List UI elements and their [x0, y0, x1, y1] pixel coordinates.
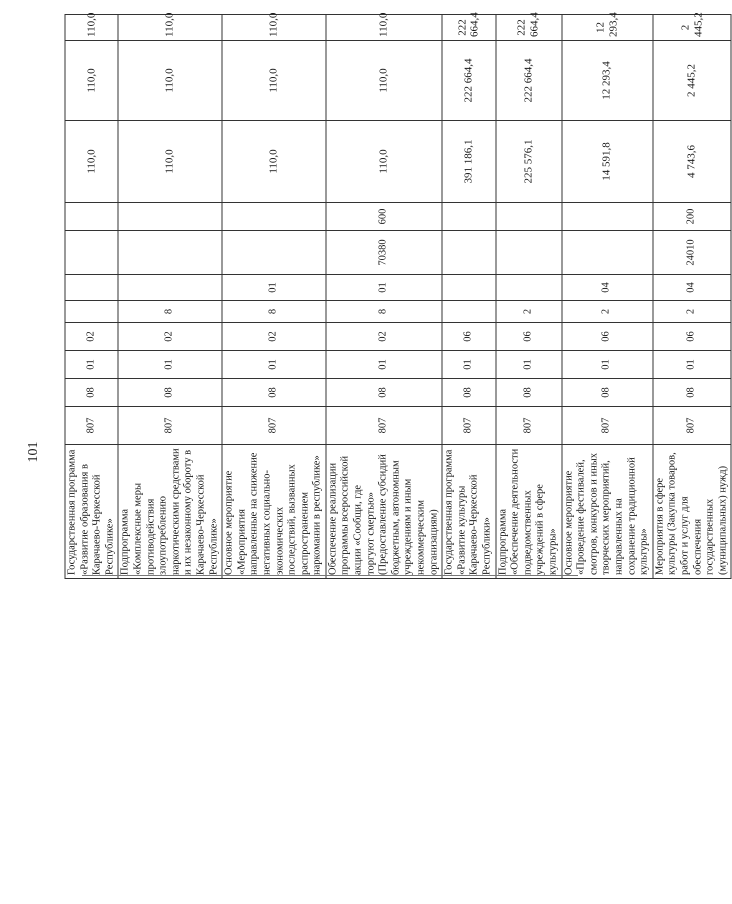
direction-code: [442, 231, 495, 275]
section-code: 08: [496, 379, 562, 407]
program-code: 06: [496, 323, 562, 351]
amount-2021: 12 293,4: [562, 15, 653, 41]
admin-code: 807: [326, 407, 442, 445]
program-code: 06: [442, 323, 495, 351]
amount-2021: 2 445,2: [653, 15, 732, 41]
admin-code: 807: [65, 407, 118, 445]
budget-table: [65, 14, 732, 579]
program-code: 02: [222, 323, 326, 351]
table-bottom-line: [82, 575, 578, 576]
amount-2019: 225 576,1: [496, 121, 562, 203]
program-code: 02: [65, 323, 118, 351]
direction-code: 70380: [326, 231, 442, 275]
direction-code: 24010: [653, 231, 732, 275]
section-code: 08: [442, 379, 495, 407]
subsection-code: 01: [496, 351, 562, 379]
amount-2021: 110,0: [65, 15, 118, 41]
amount-2019: 110,0: [222, 121, 326, 203]
row-name: Государственная программа «Развитие культуры Карачаево-Черкесской Республики»: [442, 445, 495, 579]
subsection-code: 01: [118, 351, 222, 379]
admin-code: 807: [442, 407, 495, 445]
amount-2020: 222 664,4: [496, 41, 562, 121]
direction-code: [496, 231, 562, 275]
program-code: 06: [562, 323, 653, 351]
row-name: Государственная программа «Развитие образования в Карачаево-Черкесской Республике»: [65, 445, 118, 579]
amount-2021: 110,0: [222, 15, 326, 41]
section-code: 08: [326, 379, 442, 407]
amount-2021: 110,0: [118, 15, 222, 41]
subprogram-code: [65, 301, 118, 323]
event-code: [442, 275, 495, 301]
admin-code: 807: [118, 407, 222, 445]
amount-2019: 110,0: [326, 121, 442, 203]
budget-table-rotated: [65, 12, 729, 579]
amount-2020: 2 445,2: [653, 41, 732, 121]
subprogram-code: 2: [496, 301, 562, 323]
expense-group: [118, 203, 222, 231]
table-row: [222, 15, 326, 579]
program-code: 02: [326, 323, 442, 351]
subsection-code: 01: [326, 351, 442, 379]
event-code: [65, 275, 118, 301]
direction-code: [562, 231, 653, 275]
amount-2019: 110,0: [118, 121, 222, 203]
table-row: [653, 15, 732, 579]
amount-2019: 391 186,1: [442, 121, 495, 203]
subprogram-code: 8: [118, 301, 222, 323]
row-name: Подпрограмма «Обеспечение деятельности подведомственных учреждений в сфере культуры»: [496, 445, 562, 579]
amount-2020: 110,0: [65, 41, 118, 121]
event-code: 04: [653, 275, 732, 301]
amount-2021: 110,0: [326, 15, 442, 41]
section-code: 08: [118, 379, 222, 407]
subprogram-code: [442, 301, 495, 323]
amount-2020: 222 664,4: [442, 41, 495, 121]
program-code: 02: [118, 323, 222, 351]
event-code: 01: [222, 275, 326, 301]
amount-2020: 110,0: [326, 41, 442, 121]
direction-code: [65, 231, 118, 275]
subsection-code: 01: [653, 351, 732, 379]
amount-2020: 110,0: [222, 41, 326, 121]
admin-code: 807: [496, 407, 562, 445]
amount-2020: 110,0: [118, 41, 222, 121]
amount-2019: 4 743,6: [653, 121, 732, 203]
row-name: Подпрограмма «Комплексные меры противодействия злоупотреблению наркотическими средствами и их незаконному обороту в Карачаево-Черкесской Республике»: [118, 445, 222, 579]
event-code: 01: [326, 275, 442, 301]
table-row: [496, 15, 562, 579]
event-code: 04: [562, 275, 653, 301]
expense-group: [222, 203, 326, 231]
row-name: Мероприятия в сфере культуры (Закупка товаров, работ и услуг для обеспечения государственных (муниципальных) нужд): [653, 445, 732, 579]
amount-2021: 222 664,4: [496, 15, 562, 41]
subprogram-code: 8: [222, 301, 326, 323]
subsection-code: 01: [562, 351, 653, 379]
table-row: [562, 15, 653, 579]
section-code: 08: [562, 379, 653, 407]
expense-group: [562, 203, 653, 231]
expense-group: [496, 203, 562, 231]
table-row: [442, 15, 495, 579]
subprogram-code: 2: [653, 301, 732, 323]
amount-2019: 110,0: [65, 121, 118, 203]
section-code: 08: [222, 379, 326, 407]
row-name: Обеспечение реализации программы всероссийской акции «Сообщи, где торгуют смертью» (Предоставление субсидий бюджетным, автономным учреждениям и иным некоммерческим организациям): [326, 445, 442, 579]
direction-code: [118, 231, 222, 275]
expense-group: 200: [653, 203, 732, 231]
direction-code: [222, 231, 326, 275]
table-row: [65, 15, 118, 579]
amount-2021: 222 664,4: [442, 15, 495, 41]
event-code: [496, 275, 562, 301]
amount-2020: 12 293,4: [562, 41, 653, 121]
subprogram-code: 2: [562, 301, 653, 323]
subprogram-code: 8: [326, 301, 442, 323]
event-code: [118, 275, 222, 301]
table-row: [118, 15, 222, 579]
table-row: [326, 15, 442, 579]
admin-code: 807: [562, 407, 653, 445]
section-code: 08: [653, 379, 732, 407]
expense-group: 600: [326, 203, 442, 231]
expense-group: [65, 203, 118, 231]
subsection-code: 01: [442, 351, 495, 379]
section-code: 08: [65, 379, 118, 407]
page-number: 101: [26, 441, 41, 463]
expense-group: [442, 203, 495, 231]
admin-code: 807: [653, 407, 732, 445]
row-name: Основное мероприятие «Мероприятия направленные на снижение негативных социально-экономических последствий, вызванных распространением наркомании в республике»: [222, 445, 326, 579]
row-name: Основное мероприятие «Проведение фестивалей, смотров, конкурсов и иных творческих мероприятий, направленных на сохранение традиционной культуры»: [562, 445, 653, 579]
amount-2019: 14 591,8: [562, 121, 653, 203]
program-code: 06: [653, 323, 732, 351]
subsection-code: 01: [65, 351, 118, 379]
subsection-code: 01: [222, 351, 326, 379]
admin-code: 807: [222, 407, 326, 445]
